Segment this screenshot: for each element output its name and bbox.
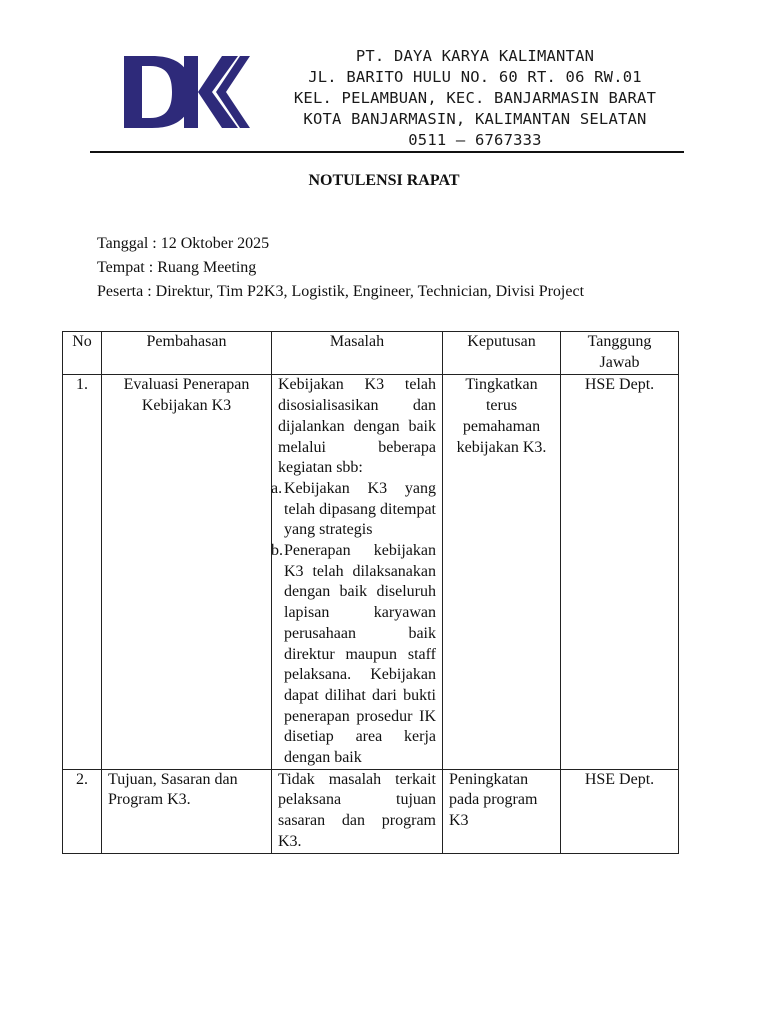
list-marker: a. [271, 479, 283, 497]
minutes-table [62, 331, 679, 854]
header-topic: Pembahasan [102, 332, 272, 375]
meeting-date: Tanggal : 12 Oktober 2025 [97, 235, 270, 252]
document-title: NOTULENSI RAPAT [308, 172, 460, 189]
header-issue: Masalah [272, 332, 443, 375]
list-text: Kebijakan K3 yang telah dipasang ditempat yang strategis [284, 479, 436, 539]
company-address-block [270, 46, 680, 151]
logo-letter-d [124, 56, 192, 128]
header-no: No [63, 332, 102, 375]
company-phone: 0511 – 6767333 [408, 131, 542, 149]
row-number: 2. [63, 769, 102, 853]
row-decision: Tingkatkan terus pemahaman kebijakan K3. [443, 375, 561, 769]
company-name: PT. DAYA KARYA KALIMANTAN [355, 47, 595, 65]
header-decision: Keputusan [443, 332, 561, 375]
row-topic: Evaluasi Penerapan Kebijakan K3 [102, 375, 272, 769]
table-header-row [63, 332, 679, 375]
header-owner: Tanggung Jawab [561, 332, 679, 375]
issue-list-item [271, 479, 436, 541]
row-owner: HSE Dept. [561, 375, 679, 769]
row-decision: Peningkatan pada program K3 [443, 769, 561, 853]
row-topic: Tujuan, Sasaran dan Program K3. [102, 769, 272, 853]
logo-letter-k-stem [184, 56, 198, 128]
meeting-place: Tempat : Ruang Meeting [97, 259, 257, 276]
company-street: JL. BARITO HULU NO. 60 RT. 06 RW.01 [308, 68, 642, 86]
table-row [63, 769, 679, 853]
company-city: KOTA BANJARMASIN, KALIMANTAN SELATAN [303, 110, 647, 128]
list-text: Penerapan kebijakan K3 telah dilaksanakan dengan baik diseluruh lapisan karyawan perusahaan baik direktur maupun staff pelaksana. Kebijakan dapat dilihat dari bukti penerapan prosedur IK disetiap area kerja dengan baik [284, 542, 436, 767]
row-number: 1. [63, 375, 102, 769]
issue-intro: Tidak masalah terkait pelaksana tujuan sasaran dan program K3. [278, 770, 436, 850]
issue-intro: Kebijakan K3 telah disosialisasikan dan dijalankan dengan baik melalui beberapa kegiatan sbb: [278, 376, 436, 477]
table-row [63, 375, 679, 769]
meeting-participants: Peserta : Direktur, Tim P2K3, Logistik, Engineer, Technician, Divisi Project [97, 283, 585, 300]
header-divider [90, 151, 684, 153]
list-marker: b. [271, 542, 283, 560]
company-district: KEL. PELAMBUAN, KEC. BANJARMASIN BARAT [293, 89, 657, 107]
row-issue [272, 375, 443, 769]
company-logo [122, 52, 252, 132]
row-owner: HSE Dept. [561, 769, 679, 853]
row-issue [272, 769, 443, 853]
issue-list-item [271, 541, 436, 769]
meeting-meta [97, 232, 584, 304]
